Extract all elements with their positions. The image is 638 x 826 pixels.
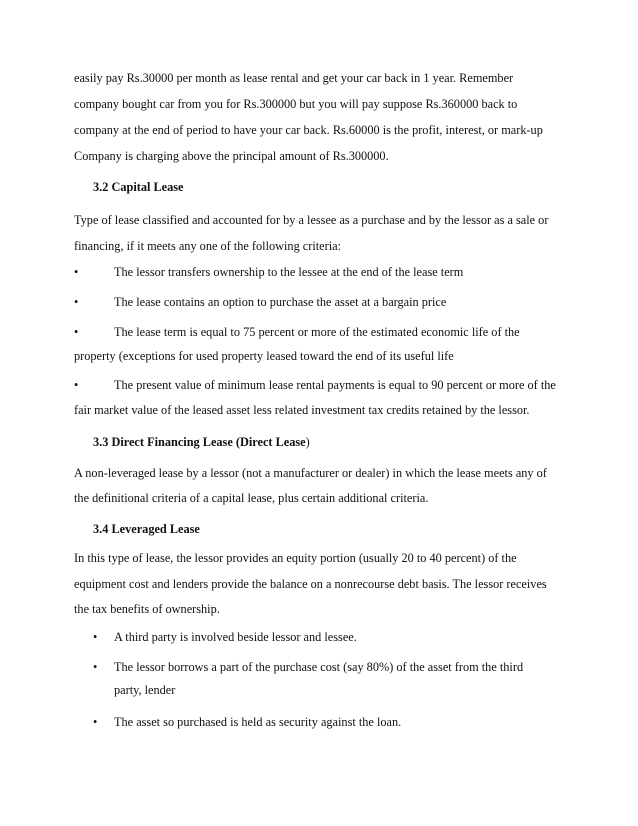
section-heading-direct-financing-lease xyxy=(93,430,310,454)
list-item-text: The present value of minimum lease rental payments is equal to 90 percent or more of the xyxy=(114,378,556,392)
heading-tail: ) xyxy=(305,435,310,449)
bullet-icon: • xyxy=(74,325,79,339)
text-line: Company is charging above the principal amount of Rs.300000. xyxy=(74,149,389,163)
text-line: financing, if it meets any one of the following criteria: xyxy=(74,239,342,253)
text-line: company at the end of period to have your car back. Rs.60000 is the profit, interest, or mark-up xyxy=(74,123,543,137)
list-item-text: fair market value of the leased asset less related investment tax credits retained by the lessor. xyxy=(74,403,530,417)
list-item-text: The lease contains an option to purchase the asset at a bargain price xyxy=(114,295,447,309)
bullet-icon: • xyxy=(93,630,98,644)
list-item-text: A third party is involved beside lessor and lessee. xyxy=(114,630,357,644)
text-line: easily pay Rs.30000 per month as lease rental and get your car back in 1 year. Remember xyxy=(74,71,514,85)
bullet-icon: • xyxy=(74,265,79,279)
bullet-icon: • xyxy=(93,660,98,674)
heading-text: 3.3 Direct Financing Lease (Direct Lease xyxy=(93,435,306,449)
list-item-text: The asset so purchased is held as security against the loan. xyxy=(114,715,402,729)
list-item-text: The lease term is equal to 75 percent or more of the estimated economic life of the xyxy=(114,325,520,339)
text-line: the tax benefits of ownership. xyxy=(74,602,220,616)
text-line: In this type of lease, the lessor provides an equity portion (usually 20 to 40 percent) of the xyxy=(74,551,517,565)
text-line: A non-leveraged lease by a lessor (not a manufacturer or dealer) in which the lease meets any of xyxy=(74,466,547,480)
list-item-text: The lessor borrows a part of the purchase cost (say 80%) of the asset from the third xyxy=(114,660,524,674)
text-line: equipment cost and lenders provide the balance on a nonrecourse debt basis. The lessor receives xyxy=(74,577,547,591)
text-line: the definitional criteria of a capital lease, plus certain additional criteria. xyxy=(74,491,429,505)
section-heading-leveraged-lease: 3.4 Leveraged Lease xyxy=(93,522,200,536)
list-item-text: party, lender xyxy=(114,683,176,697)
text-line: Type of lease classified and accounted for by a lessee as a purchase and by the lessor as a sale or xyxy=(74,213,549,227)
list-item-text: property (exceptions for used property leased toward the end of its useful life xyxy=(74,349,454,363)
list-item-text: The lessor transfers ownership to the lessee at the end of the lease term xyxy=(114,265,464,279)
bullet-icon: • xyxy=(74,295,79,309)
bullet-icon: • xyxy=(74,378,79,392)
section-heading-capital-lease: 3.2 Capital Lease xyxy=(93,180,184,194)
text-line: company bought car from you for Rs.300000 but you will pay suppose Rs.360000 back to xyxy=(74,97,518,111)
bullet-icon: • xyxy=(93,715,98,729)
